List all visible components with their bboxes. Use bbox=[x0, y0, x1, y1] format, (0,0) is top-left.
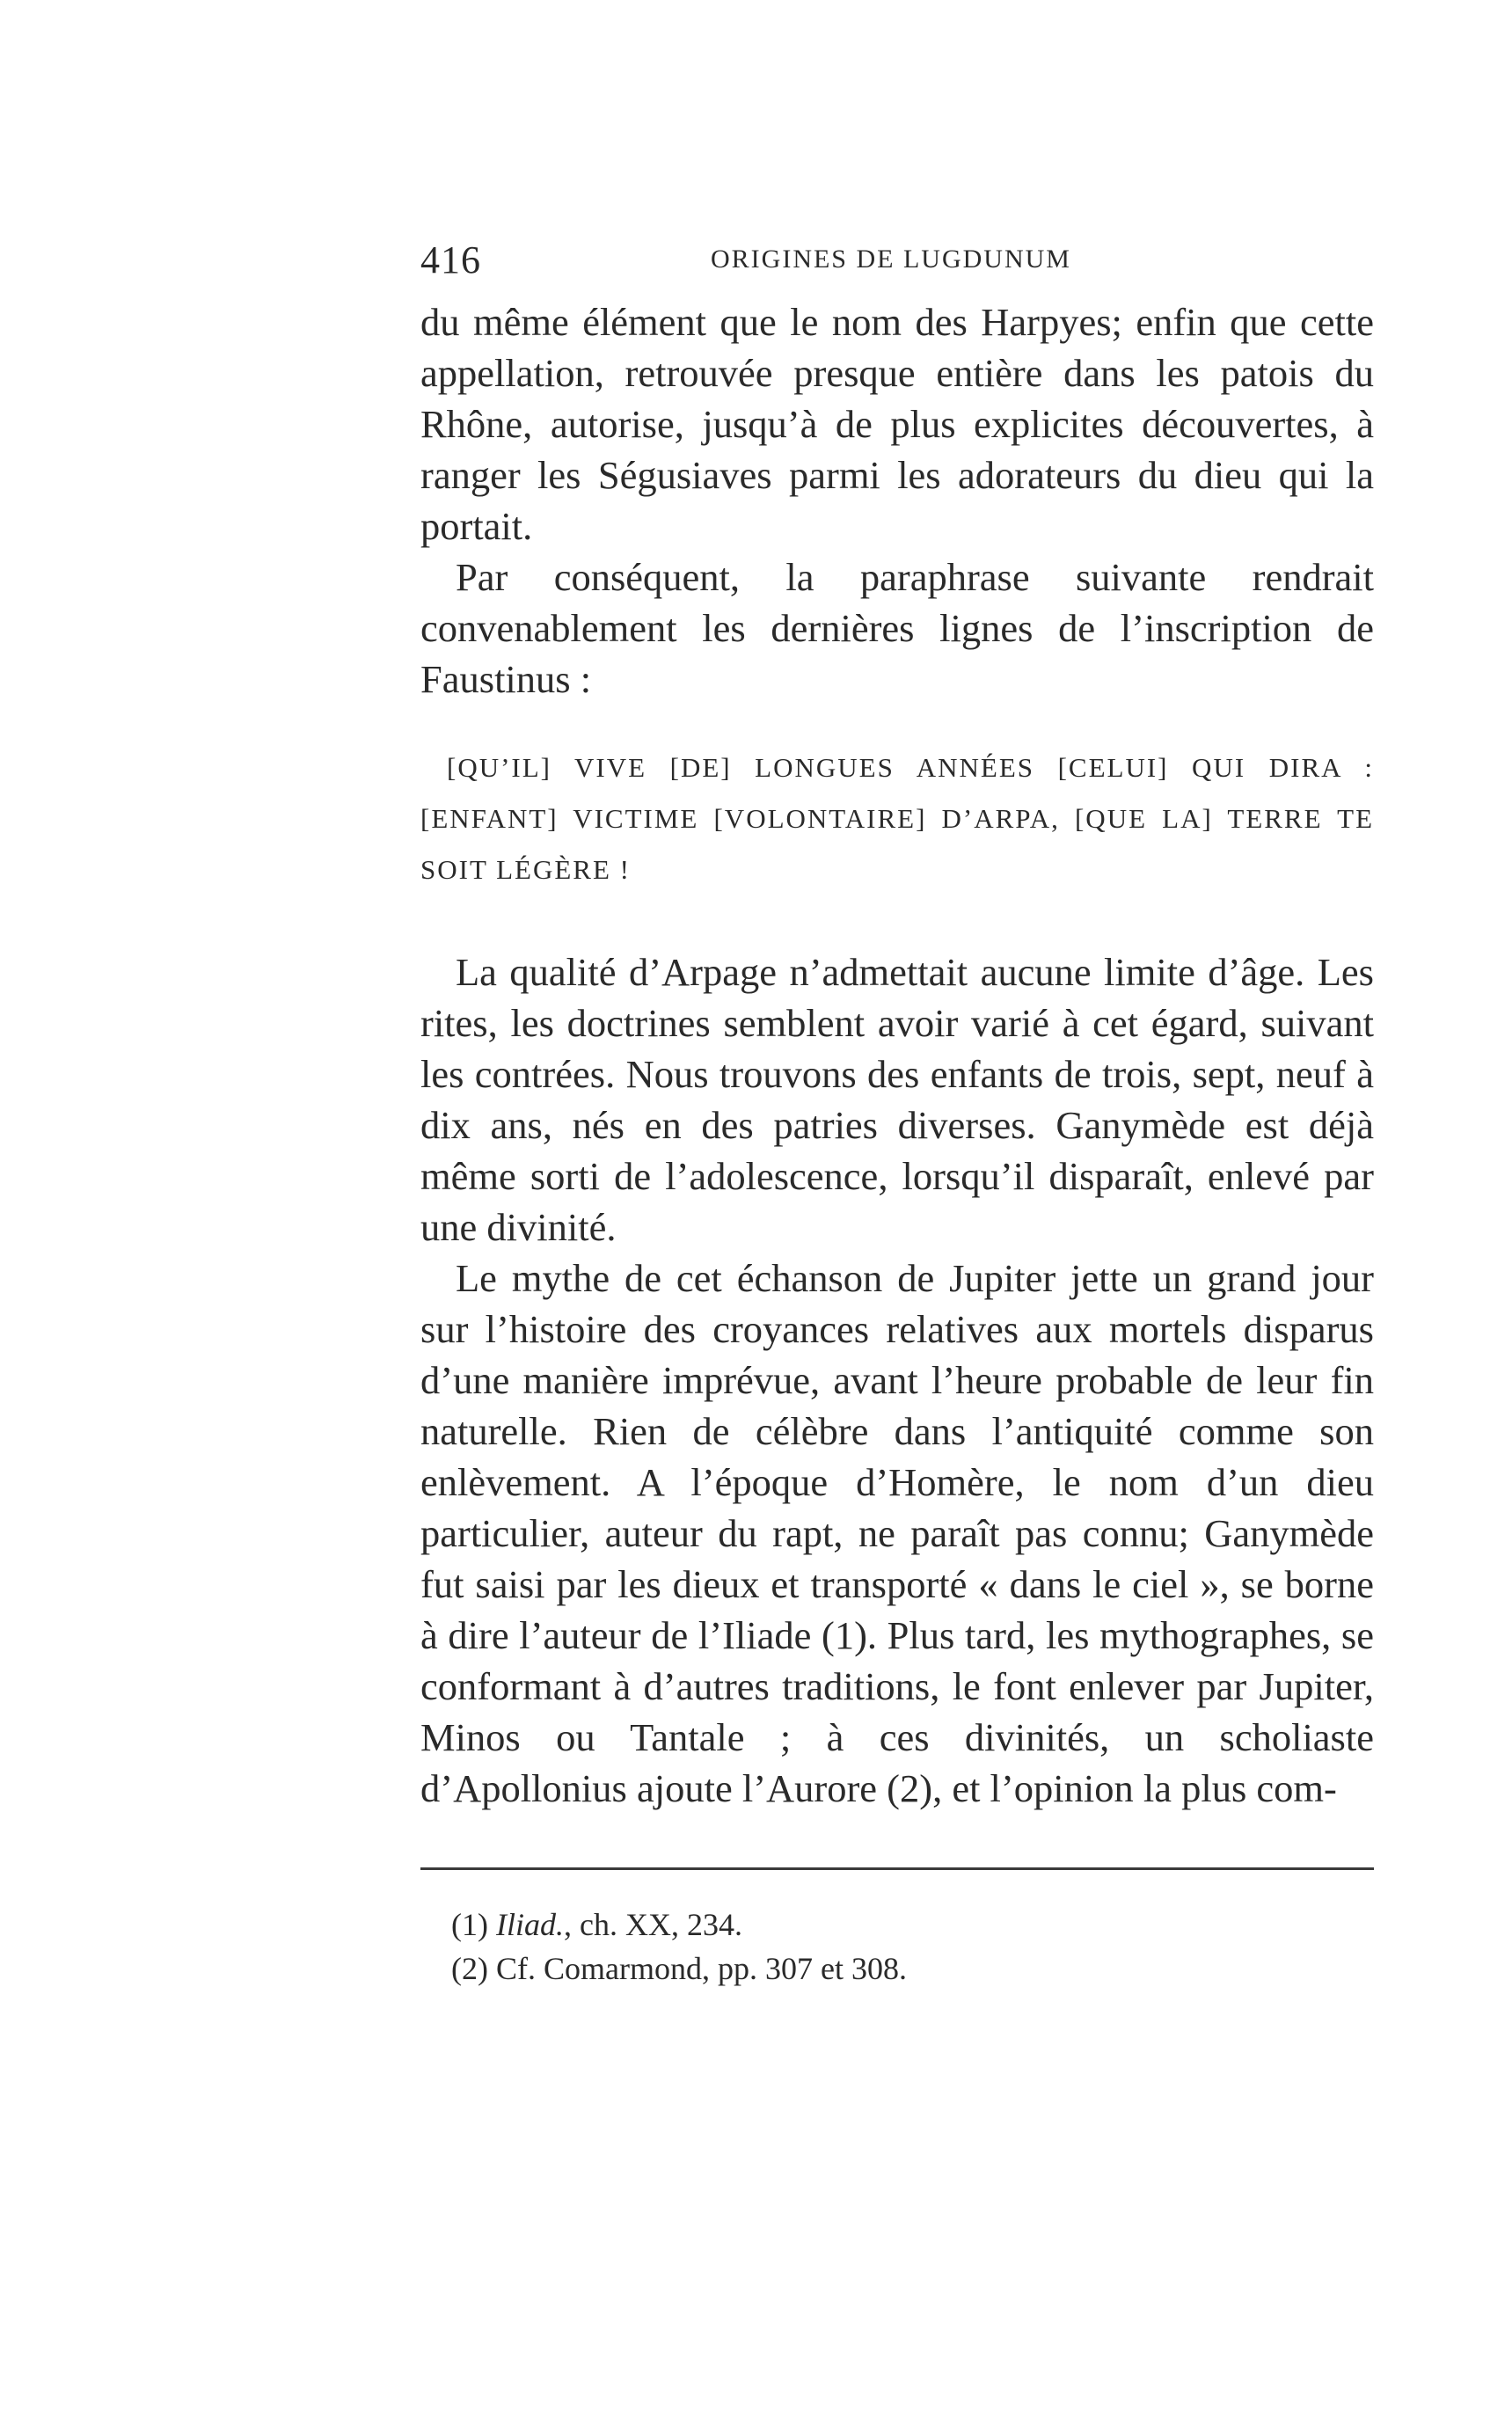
footnote-2: (2) Cf. Comarmond, pp. 307 et 308. bbox=[451, 1951, 907, 1986]
footnotes bbox=[420, 1903, 1374, 1991]
footnote-divider bbox=[420, 1867, 1374, 1870]
running-title: ORIGINES DE LUGDUNUM bbox=[711, 245, 1071, 274]
paragraph-4: Le mythe de cet échanson de Jupiter jette un grand jour sur l’histoire des croyances relatives aux mortels disparus d’une manière imprévue, avant l’heure probable de leur fin naturelle. Rien de célèbre dans l’antiquité comme son enlèvement. A l’époque d’Homère, le nom d’un dieu particulier, auteur du rapt, ne paraît pas connu; Ganymède fut saisi par les dieux et transporté « dans le ciel », se borne à dire l’auteur de l’Iliade (1). Plus tard, les mythographes, se conformant à d’autres traditions, le font enlever par Jupiter, Minos ou Tantale ; à ces divinités, un scholiaste d’Apollonius ajoute l’Aurore (2), et l’opinion la plus com- bbox=[420, 1256, 1374, 1810]
paragraph-continuation bbox=[420, 296, 1374, 552]
main-body-text bbox=[420, 946, 1374, 1814]
footnote-1-reference: , ch. XX, 234. bbox=[563, 1907, 742, 1942]
footnote-1-title: Iliad. bbox=[495, 1907, 564, 1942]
paragraph-3: La qualité d’Arpage n’admettait aucune limite d’âge. Les rites, les doctrines semblent avoir varié à cet égard, suivant les contrées. Nous trouvons des enfants de trois, sept, neuf à dix ans, nés en des patries diverses. Ganymède est déjà même sorti de l’adolescence, lorsqu’il disparaît, enlevé par une divinité. bbox=[420, 950, 1374, 1249]
running-head bbox=[420, 237, 1374, 290]
paragraph-2: Par conséquent, la paraphrase suivante rendrait convenablement les dernières lignes de l’inscription de Faustinus : bbox=[420, 555, 1374, 701]
inscription-paraphrase: [QU’IL] VIVE [DE] LONGUES ANNÉES [CELUI] QUI DIRA : [ENFANT] VICTIME [VOLONTAIRE] D’ARPA, [QUE LA] TERRE TE SOIT LÉGÈRE ! bbox=[420, 752, 1374, 885]
footnote-1 bbox=[420, 1903, 1374, 1947]
paragraph-1: du même élément que le nom des Harpyes; enfin que cette appellation, retrouvée presque entière dans les patois du Rhône, autorise, jusqu’à de plus explicites découvertes, à ranger les Ségusiaves parmi les adorateurs du dieu qui la portait. bbox=[420, 300, 1374, 548]
footnote-1-marker: (1) bbox=[451, 1907, 488, 1942]
page-number: 416 bbox=[420, 238, 481, 281]
paragraph-block-2 bbox=[420, 552, 1374, 705]
